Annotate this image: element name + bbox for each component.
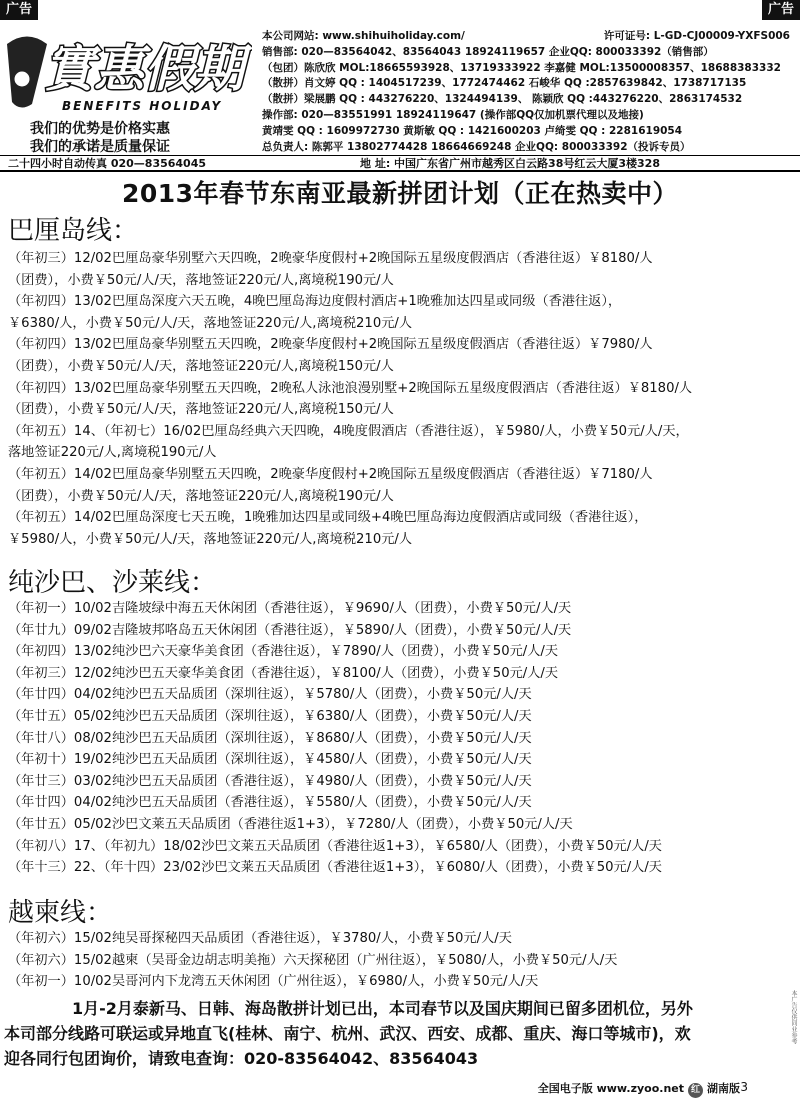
tour-line: （年初四）13/02纯沙巴六天豪华美食团（香港往返），￥7890/人（团费），小费￥50元/人/天 bbox=[8, 644, 559, 660]
info-row-group: （包团）陈欣欣 MOL:18665593928、13719333922 李嘉健 MOL:13500008357、18688383332 bbox=[262, 61, 781, 74]
tour-line: （年初十）19/02纯沙巴五天品质团（深圳往返），￥4580/人（团费），小费￥50元/人/天 bbox=[8, 752, 532, 768]
logo-chinese-text: 實惠假期 bbox=[44, 39, 244, 98]
tour-line: ￥6380/人，小费￥50元/人/天，落地签证220元/人,离境税210元/人 bbox=[8, 315, 413, 331]
info-row-operations-qq: 黄靖雯 QQ : 1609972730 黄斯敏 QQ : 1421600203 卢绮雯 QQ : 2281619054 bbox=[262, 124, 683, 137]
footer-site: 全国电子版 www.zyoo.net bbox=[537, 1082, 684, 1095]
tour-line: （年廿五）05/02沙巴文莱五天品质团（香港往返1+3），￥7280/人（团费），小费￥50元/人/天 bbox=[8, 816, 573, 832]
tour-line: （年廿四）04/02纯沙巴五天品质团（香港往返），￥5580/人（团费），小费￥50元/人/天 bbox=[8, 795, 532, 811]
page-title: 2013年春节东南亚最新拼团计划（正在热卖中） bbox=[121, 179, 679, 208]
tour-line: （年初八）17、（年初九）18/02沙巴文莱五天品质团（香港往返1+3），￥6580/人（团费），小费￥50元/人/天 bbox=[8, 838, 662, 854]
tour-line: （年初五）14/02巴厘岛豪华别墅五天四晚，2晚豪华度假村+2晚国际五星级度假酒店（香港往返）￥7180/人 bbox=[8, 466, 653, 482]
tour-line: （年廿四）04/02纯沙巴五天品质团（深圳往返），￥5780/人（团费），小费￥50元/人/天 bbox=[8, 687, 532, 703]
logo-swirl-ring bbox=[13, 70, 31, 88]
tour-line: ￥5980/人，小费￥50元/人/天，落地签证220元/人,离境税210元/人 bbox=[8, 531, 413, 547]
address: 地 址: 中国广东省广州市越秀区白云路38号红云大厦3楼328 bbox=[360, 157, 660, 170]
section-bali-lines bbox=[8, 248, 796, 550]
contact-info bbox=[262, 29, 798, 155]
tour-line: （年初四）13/02巴厘岛豪华别墅五天四晚，2晚豪华度假村+2晚国际五星级度假酒店（香港往返）￥7980/人 bbox=[8, 337, 653, 353]
tour-line: （团费），小费￥50元/人/天，落地签证220元/人,离境税150元/人 bbox=[8, 402, 394, 418]
tour-line: （团费），小费￥50元/人/天，落地签证220元/人,离境税190元/人 bbox=[8, 272, 394, 288]
footer-note-line: 本司部分线路可联运或异地直飞(桂林、南宁、杭州、武汉、西安、成都、重庆、海口等城市)，欢 bbox=[4, 1024, 691, 1043]
footer-note-line: 1月-2月泰新马、日韩、海岛散拼计划已出，本司春节以及国庆期间已留多团机位，另外 bbox=[72, 999, 693, 1018]
ad-tag-left: 广告 bbox=[0, 0, 38, 20]
info-row-operations: 操作部: 020—83551991 18924119647 (操作部QQ仅加机票代理以及地接) bbox=[262, 108, 644, 121]
info-row-website bbox=[262, 29, 798, 45]
slogan-price: 我们的优势是价格实惠 bbox=[30, 121, 170, 137]
footer-note bbox=[4, 996, 794, 1071]
info-row-sales: 销售部: 020—83564042、83564043 18924119657 企业QQ: 800033392（销售部） bbox=[262, 45, 714, 58]
section-title-vietnam-cambodia: 越柬线： bbox=[8, 898, 113, 928]
tour-line: （年廿五）05/02纯沙巴五天品质团（深圳往返），￥6380/人（团费），小费￥50元/人/天 bbox=[8, 708, 532, 724]
info-row-retail-2: （散拼）梁展鹏 QQ : 443276220、1324494139、 陈颖欣 QQ :443276220、2863174532 bbox=[262, 93, 743, 106]
side-disclaimer: 本广告仅供同业参考 bbox=[790, 990, 797, 1044]
tour-line: （年初一）10/02吴哥河内下龙湾五天休闲团（广州往返），￥6980/人，小费￥50元/人/天 bbox=[8, 974, 539, 990]
tour-line: （年十三）22、（年十四）23/02沙巴文莱五天品质团（香港往返1+3），￥6080/人（团费），小费￥50元/人/天 bbox=[8, 860, 662, 876]
tour-line: （年廿八）08/02纯沙巴五天品质团（深圳往返），￥8680/人（团费），小费￥50元/人/天 bbox=[8, 730, 532, 746]
tour-line: （团费），小费￥50元/人/天，落地签证220元/人,离境税150元/人 bbox=[8, 358, 394, 374]
section-title-sabah: 纯沙巴、沙莱线： bbox=[8, 568, 217, 598]
tour-line: （年初五）14/02巴厘岛深度七天五晚，1晚雅加达四星或同级+4晚巴厘岛海边度假酒店或同级（香港往返）， bbox=[8, 510, 648, 526]
page-number: 3 bbox=[740, 1080, 748, 1094]
license-number: 许可证号: L-GD-CJ00009-YXFS006 bbox=[603, 30, 790, 42]
logo-graphic bbox=[2, 24, 252, 119]
section-vietnam-cambodia-lines bbox=[8, 928, 796, 993]
slogan-quality: 我们的承诺是质量保证 bbox=[30, 139, 170, 155]
tour-line: （年初五）14、（年初七）16/02巴厘岛经典六天四晚，4晚度假酒店（香港往返），￥5980/人，小费￥50元/人/天， bbox=[8, 423, 689, 439]
fax-number: 二十四小时自动传真 020—83564045 bbox=[8, 157, 207, 170]
header bbox=[0, 20, 800, 155]
section-title-bali: 巴厘岛线： bbox=[8, 216, 139, 246]
circle-badge-icon: 红 bbox=[688, 1083, 703, 1098]
tour-line: （年初四）13/02巴厘岛豪华别墅五天四晚，2晚私人泳池浪漫别墅+2晚国际五星级度假酒店（香港往返）￥8180/人 bbox=[8, 380, 693, 396]
page-footer bbox=[538, 1080, 740, 1098]
footer-note-line: 迎各同行包团询价，请致电查询：020-83564042、83564043 bbox=[4, 1049, 479, 1068]
tour-line: （年初六）15/02纯吴哥探秘四天品质团（香港往返），￥3780/人，小费￥50元/人/天 bbox=[8, 931, 512, 946]
tour-line: （年初一）10/02吉隆坡绿中海五天休闲团（香港往返），￥9690/人（团费），小费￥50元/人/天 bbox=[8, 601, 572, 616]
website: 本公司网站: www.shihuiholiday.com/ bbox=[262, 30, 465, 42]
tour-line: （年廿三）03/02纯沙巴五天品质团（香港往返），￥4980/人（团费），小费￥50元/人/天 bbox=[8, 773, 532, 789]
tour-line: （年初四）13/02巴厘岛深度六天五晚，4晚巴厘岛海边度假村酒店+1晚雅加达四星或同级（香港往返）， bbox=[8, 294, 622, 310]
logo bbox=[2, 24, 252, 119]
info-row-manager: 总负责人: 陈郭平 13802774428 18664669248 企业QQ: 800033392（投诉专员） bbox=[262, 140, 691, 153]
tour-line: （年初三）12/02纯沙巴五天豪华美食团（香港往返），￥8100/人（团费），小费￥50元/人/天 bbox=[8, 665, 559, 681]
tour-line: （团费），小费￥50元/人/天，落地签证220元/人,离境税190元/人 bbox=[8, 488, 394, 504]
info-row-retail-1: （散拼）肖文婷 QQ : 1404517239、1772474462 石峻华 QQ :2857639842、1738717135 bbox=[262, 77, 747, 90]
tour-line: （年初三）12/02巴厘岛豪华别墅六天四晚，2晚豪华度假村+2晚国际五星级度假酒店（香港往返）￥8180/人 bbox=[8, 251, 653, 266]
tour-line: （年初六）15/02越柬（吴哥金边胡志明美拖）六天探秘团（广州往返），￥5080/人，小费￥50元/人/天 bbox=[8, 952, 618, 968]
logo-english-text: BENEFITS HOLIDAY bbox=[62, 99, 223, 113]
tour-line: 落地签证220元/人,离境税190元/人 bbox=[8, 445, 217, 461]
tour-line: （年廿九）09/02吉隆坡邦咯岛五天休闲团（香港往返），￥5890/人（团费），小费￥50元/人/天 bbox=[8, 622, 572, 638]
fax-address-bar bbox=[0, 155, 800, 172]
footer-edition: 湖南版 bbox=[707, 1082, 740, 1095]
ad-tag-right: 广告 bbox=[762, 0, 800, 20]
section-sabah-lines bbox=[8, 598, 796, 879]
